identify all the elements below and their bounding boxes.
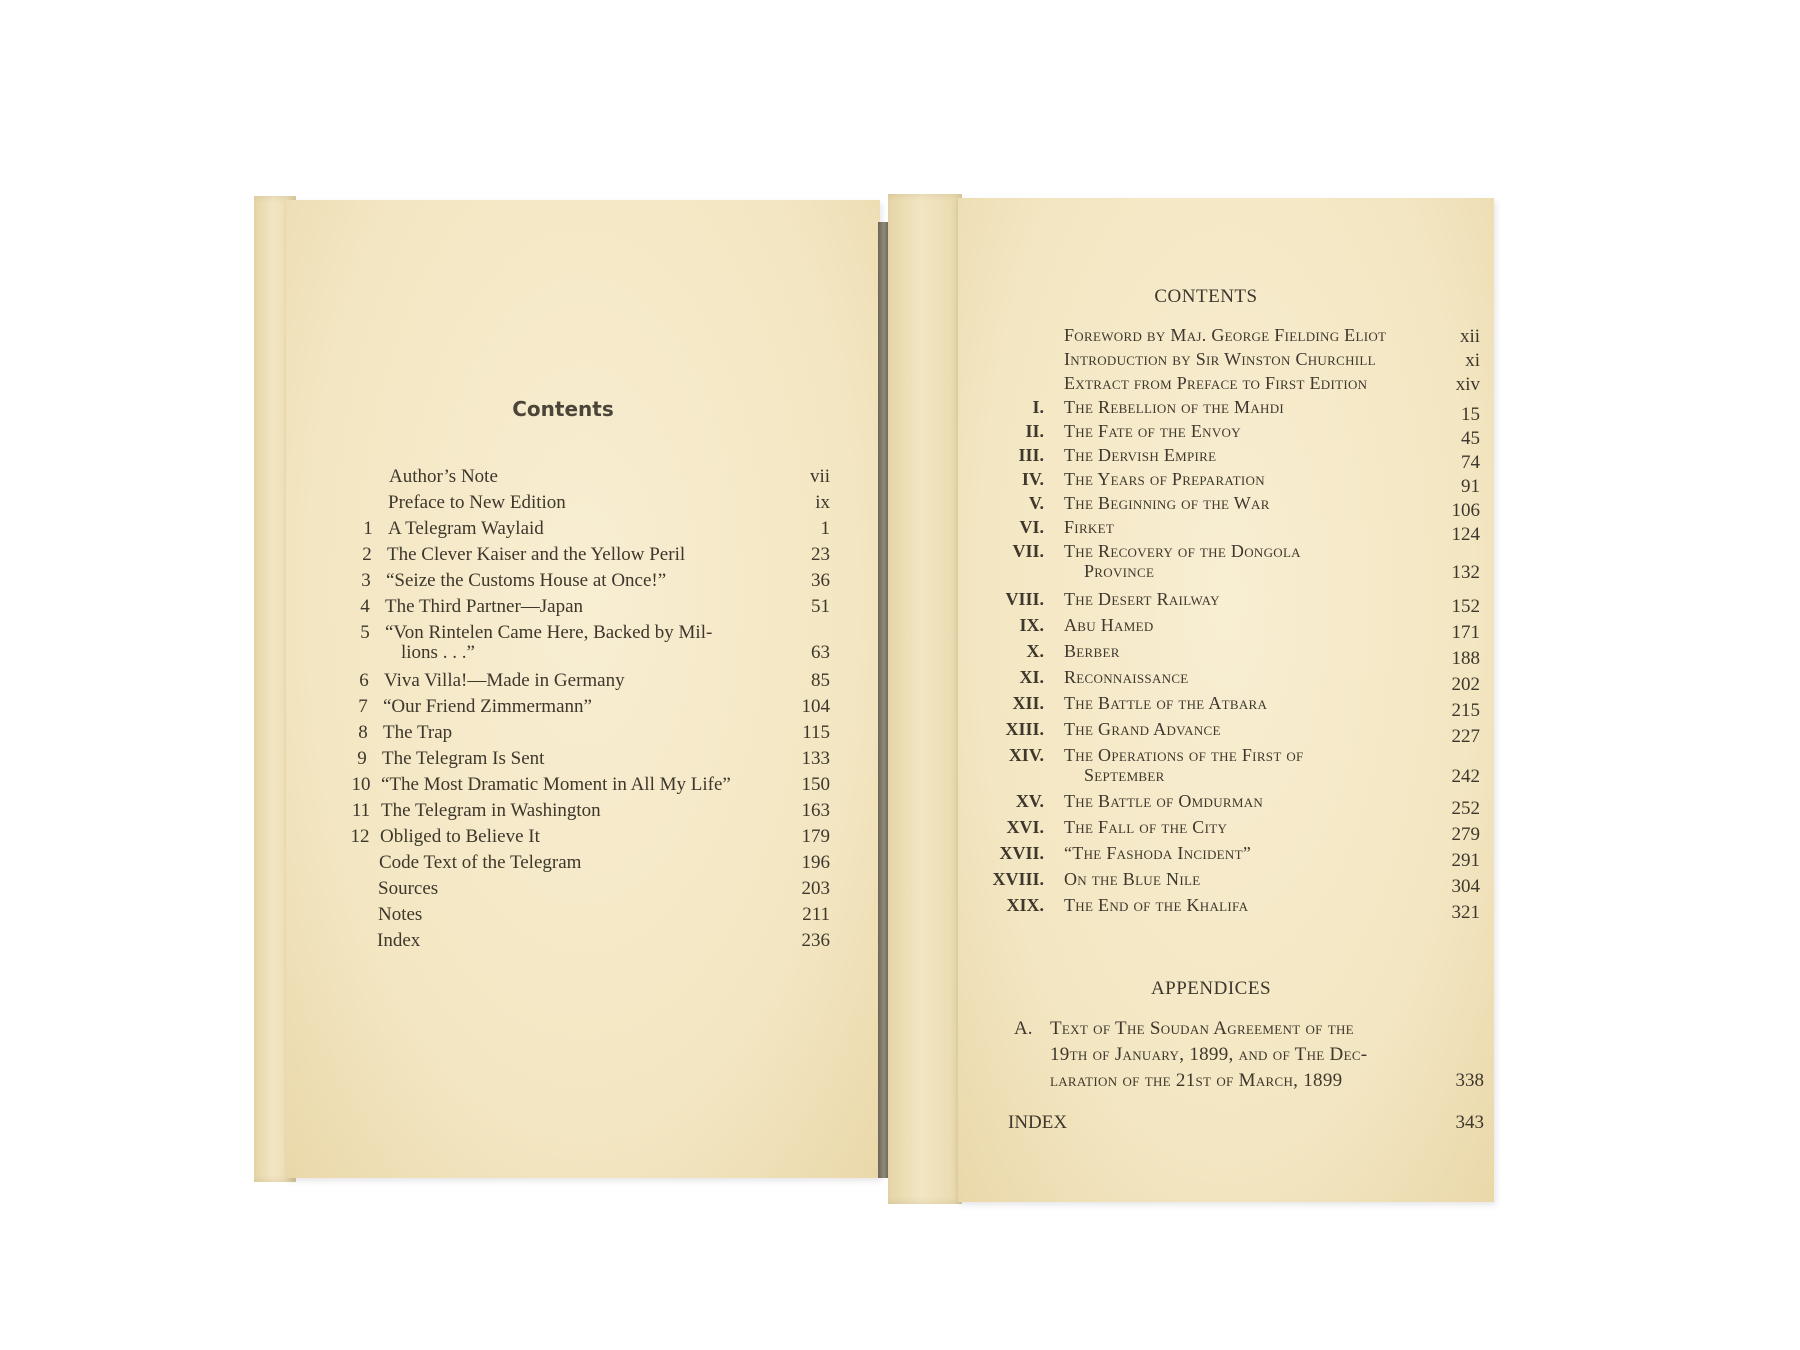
right-toc-chapter-numeral: IX. bbox=[1019, 615, 1044, 635]
right-toc-chapter-numeral: VII. bbox=[1012, 541, 1044, 561]
right-toc-entry bbox=[958, 692, 1494, 721]
right-toc-page-number: 279 bbox=[1451, 824, 1480, 845]
left-toc-chapter-title: “Our Friend Zimmermann” bbox=[383, 696, 592, 717]
right-toc-entry bbox=[958, 666, 1494, 695]
left-toc-entry bbox=[286, 492, 880, 514]
right-toc-chapter-title: The Fate of the Envoy bbox=[1064, 421, 1241, 441]
left-toc-page-number: 203 bbox=[801, 878, 830, 899]
left-toc-chapter-title: “Von Rintelen Came Here, Backed by Mil- bbox=[385, 622, 713, 643]
right-toc-page-number: 132 bbox=[1451, 562, 1480, 583]
right-toc-entry bbox=[958, 894, 1494, 923]
left-toc-chapter-title: “The Most Dramatic Moment in All My Life” bbox=[381, 774, 731, 795]
right-toc-chapter-numeral: I. bbox=[1032, 397, 1044, 417]
left-toc-entry bbox=[286, 466, 880, 488]
right-toc-chapter-title: The Fall of the City bbox=[1064, 817, 1228, 837]
left-toc-entry bbox=[286, 596, 880, 618]
right-toc-chapter-numeral: VI. bbox=[1019, 517, 1044, 537]
left-toc-page-number: 36 bbox=[811, 570, 830, 591]
right-toc-entry bbox=[958, 396, 1494, 425]
right-toc-chapter-numeral: XII. bbox=[1012, 693, 1044, 713]
index-page-number: 343 bbox=[1455, 1112, 1484, 1133]
left-toc-chapter-title-continued: lions . . .” bbox=[401, 642, 475, 663]
appendix-line-3: laration of the 21st of March, 1899 bbox=[1050, 1070, 1343, 1091]
right-toc-chapter-numeral: III. bbox=[1018, 445, 1044, 465]
left-toc-chapter-number: 1 bbox=[363, 518, 373, 539]
right-toc-chapter-title: The Battle of the Atbara bbox=[1064, 693, 1268, 713]
right-toc-page-number: xiv bbox=[1455, 374, 1480, 395]
right-toc-chapter-title: The Years of Preparation bbox=[1064, 469, 1265, 489]
left-toc-chapter-title: Author’s Note bbox=[389, 466, 498, 487]
right-toc-entry bbox=[958, 868, 1494, 897]
left-toc-entry bbox=[286, 696, 880, 718]
right-toc-chapter-title: Berber bbox=[1064, 641, 1120, 661]
right-toc-chapter-title-continued: September bbox=[1084, 765, 1165, 785]
right-toc-entry bbox=[958, 372, 1494, 394]
right-toc-entry bbox=[958, 420, 1494, 449]
right-toc-chapter-numeral: XVI. bbox=[1006, 817, 1044, 837]
left-toc-chapter-title: Viva Villa!—Made in Germany bbox=[384, 670, 625, 691]
right-toc-chapter-title: The Desert Railway bbox=[1064, 589, 1220, 609]
left-toc-entry bbox=[286, 826, 880, 848]
right-toc-page-number: 227 bbox=[1451, 726, 1480, 747]
right-toc-page-number: 321 bbox=[1451, 902, 1480, 923]
left-toc-chapter-title: A Telegram Waylaid bbox=[388, 518, 544, 539]
right-toc-chapter-numeral: XVII. bbox=[999, 843, 1044, 863]
right-toc-page-number: 188 bbox=[1451, 648, 1480, 669]
right-toc-entry bbox=[958, 588, 1494, 617]
right-toc-entry bbox=[958, 842, 1494, 871]
right-toc-chapter-title: The Operations of the First of bbox=[1064, 745, 1304, 765]
right-toc-entry bbox=[958, 444, 1494, 473]
right-toc-chapter-title: Reconnaissance bbox=[1064, 667, 1189, 687]
left-toc-page-number: ix bbox=[815, 492, 830, 513]
left-toc-entry bbox=[286, 930, 880, 952]
right-toc-entry bbox=[958, 744, 1494, 788]
right-toc-chapter-numeral: XIII. bbox=[1005, 719, 1044, 739]
left-toc-entry bbox=[286, 774, 880, 796]
left-toc-page-number: 115 bbox=[802, 722, 830, 743]
left-toc-chapter-number: 2 bbox=[362, 544, 372, 565]
right-toc-chapter-numeral: XVIII. bbox=[992, 869, 1044, 889]
left-toc-entry bbox=[286, 748, 880, 770]
left-page-title: Contents bbox=[512, 397, 614, 421]
right-toc-entry bbox=[958, 492, 1494, 521]
left-toc-chapter-title: The Clever Kaiser and the Yellow Peril bbox=[387, 544, 686, 565]
right-toc-chapter-title: Abu Hamed bbox=[1064, 615, 1154, 635]
right-toc-entry bbox=[958, 516, 1494, 545]
right-toc-chapter-title: Extract from Preface to First Edition bbox=[1064, 373, 1368, 393]
right-toc-page-number: 152 bbox=[1451, 596, 1480, 617]
left-toc-chapter-number: 10 bbox=[351, 774, 371, 795]
right-toc-entry bbox=[958, 790, 1494, 819]
left-toc-page-number: 23 bbox=[811, 544, 830, 565]
right-page bbox=[958, 198, 1494, 1202]
left-toc-entry bbox=[286, 622, 880, 666]
left-toc-page-number: 1 bbox=[820, 518, 830, 539]
right-toc-chapter-title: The Rebellion of the Mahdi bbox=[1064, 397, 1285, 417]
right-toc-page-number: 252 bbox=[1451, 798, 1480, 819]
left-toc-chapter-number: 5 bbox=[360, 622, 370, 643]
right-toc-chapter-title: Firket bbox=[1064, 517, 1115, 537]
left-toc-entry bbox=[286, 544, 880, 566]
left-toc-page-number: 236 bbox=[801, 930, 830, 951]
right-toc-page-number: 215 bbox=[1451, 700, 1480, 721]
left-toc-chapter-title: Code Text of the Telegram bbox=[379, 852, 582, 873]
left-toc-chapter-title: Preface to New Edition bbox=[388, 492, 566, 513]
right-toc-chapter-numeral: XIX. bbox=[1006, 895, 1044, 915]
right-toc-chapter-title: Foreword by Maj. George Fielding Eliot bbox=[1064, 325, 1387, 345]
left-toc-page-number: 85 bbox=[811, 670, 830, 691]
appendices-title: APPENDICES bbox=[1150, 978, 1272, 999]
right-toc-chapter-numeral: XIV. bbox=[1008, 745, 1044, 765]
left-toc-entry bbox=[286, 878, 880, 900]
left-toc-chapter-title: Index bbox=[377, 930, 421, 951]
right-toc-chapter-title: The End of the Khalifa bbox=[1064, 895, 1249, 915]
left-toc-chapter-title: The Telegram in Washington bbox=[381, 800, 601, 821]
left-toc-page-number: 196 bbox=[801, 852, 830, 873]
appendix-number: A. bbox=[1014, 1018, 1033, 1039]
right-toc-entry bbox=[958, 816, 1494, 845]
right-toc-page-number: 171 bbox=[1451, 622, 1480, 643]
appendix-line-1: Text of The Soudan Agreement of the bbox=[1050, 1018, 1354, 1039]
right-toc-page-number: 304 bbox=[1451, 876, 1480, 897]
left-toc-chapter-number: 8 bbox=[358, 722, 368, 743]
left-toc-page-number: 51 bbox=[811, 596, 830, 617]
right-toc-chapter-title: The Battle of Omdurman bbox=[1064, 791, 1264, 811]
left-toc-page-number: vii bbox=[809, 466, 830, 487]
left-toc-entry bbox=[286, 722, 880, 744]
right-toc-chapter-numeral: VIII. bbox=[1005, 589, 1044, 609]
appendix-page-number: 338 bbox=[1455, 1070, 1484, 1091]
left-toc-chapter-number: 7 bbox=[358, 696, 368, 717]
left-toc-chapter-number: 12 bbox=[350, 826, 370, 847]
left-toc-entry bbox=[286, 904, 880, 926]
left-toc-chapter-number: 6 bbox=[359, 670, 369, 691]
left-toc-chapter-number: 3 bbox=[361, 570, 371, 591]
left-toc-page-number: 163 bbox=[801, 800, 830, 821]
right-toc-page-number: xii bbox=[1459, 326, 1480, 347]
right-toc-chapter-title: The Recovery of the Dongola bbox=[1064, 541, 1301, 561]
left-toc-entry bbox=[286, 800, 880, 822]
left-toc-chapter-title: Obliged to Believe It bbox=[380, 826, 540, 847]
left-toc-entry bbox=[286, 670, 880, 692]
left-toc-chapter-title: Notes bbox=[378, 904, 423, 925]
right-toc-chapter-numeral: V. bbox=[1028, 493, 1044, 513]
right-toc-page-number: 106 bbox=[1451, 500, 1480, 521]
right-toc-chapter-title: Introduction by Sir Winston Churchill bbox=[1064, 349, 1376, 369]
right-toc-page-number: 124 bbox=[1451, 524, 1480, 545]
right-toc-chapter-title: The Beginning of the War bbox=[1064, 493, 1270, 513]
right-toc-chapter-title: On the Blue Nile bbox=[1064, 869, 1201, 889]
right-toc-entry bbox=[958, 640, 1494, 669]
left-toc-chapter-title: The Third Partner—Japan bbox=[385, 596, 584, 617]
left-toc-page-number: 179 bbox=[801, 826, 830, 847]
appendix-line-2: 19th of January, 1899, and of The Dec- bbox=[1050, 1044, 1368, 1065]
left-toc-page-number: 104 bbox=[801, 696, 830, 717]
right-toc-entry bbox=[958, 718, 1494, 747]
left-page bbox=[286, 200, 880, 1178]
left-toc-chapter-number: 9 bbox=[357, 748, 367, 769]
right-toc-page-number: 291 bbox=[1451, 850, 1480, 871]
index-label: INDEX bbox=[1008, 1112, 1068, 1133]
right-page-title: CONTENTS bbox=[1154, 286, 1258, 307]
right-toc-chapter-title: “The Fashoda Incident” bbox=[1064, 843, 1252, 863]
right-toc-page-number: 242 bbox=[1451, 766, 1480, 787]
right-toc-page-number: 91 bbox=[1461, 476, 1480, 497]
right-toc-page-number: xi bbox=[1465, 350, 1480, 371]
right-toc-page-number: 74 bbox=[1461, 452, 1480, 473]
right-book-spine bbox=[888, 194, 962, 1204]
right-toc-entry bbox=[958, 468, 1494, 497]
right-toc-chapter-numeral: XV. bbox=[1015, 791, 1044, 811]
left-toc-page-number: 211 bbox=[802, 904, 830, 925]
right-toc-chapter-numeral: X. bbox=[1026, 641, 1044, 661]
right-toc-chapter-numeral: XI. bbox=[1019, 667, 1044, 687]
right-toc-chapter-title: The Grand Advance bbox=[1064, 719, 1221, 739]
left-toc-entry bbox=[286, 570, 880, 592]
left-toc-page-number: 133 bbox=[801, 748, 830, 769]
left-toc-chapter-title: The Telegram Is Sent bbox=[382, 748, 545, 769]
left-toc-entry bbox=[286, 518, 880, 540]
right-toc-entry bbox=[958, 324, 1494, 346]
left-toc-chapter-title: The Trap bbox=[383, 722, 453, 743]
left-toc-chapter-title: Sources bbox=[378, 878, 439, 899]
right-toc-page-number: 15 bbox=[1461, 404, 1480, 425]
right-toc-chapter-numeral: II. bbox=[1025, 421, 1044, 441]
right-toc-chapter-numeral: IV. bbox=[1021, 469, 1044, 489]
right-toc-page-number: 202 bbox=[1451, 674, 1480, 695]
left-toc-page-number: 150 bbox=[801, 774, 830, 795]
right-toc-chapter-title: The Dervish Empire bbox=[1064, 445, 1217, 465]
left-toc-chapter-title: “Seize the Customs House at Once!” bbox=[386, 570, 667, 591]
right-toc-chapter-title-continued: Province bbox=[1084, 561, 1155, 581]
right-toc-entry bbox=[958, 540, 1494, 584]
right-toc-entry bbox=[958, 614, 1494, 643]
right-toc-entry bbox=[958, 348, 1494, 370]
left-toc-chapter-number: 11 bbox=[351, 800, 371, 821]
left-toc-chapter-number: 4 bbox=[360, 596, 370, 617]
left-toc-page-number: 63 bbox=[811, 642, 830, 663]
left-toc-entry bbox=[286, 852, 880, 874]
right-toc-page-number: 45 bbox=[1461, 428, 1480, 449]
